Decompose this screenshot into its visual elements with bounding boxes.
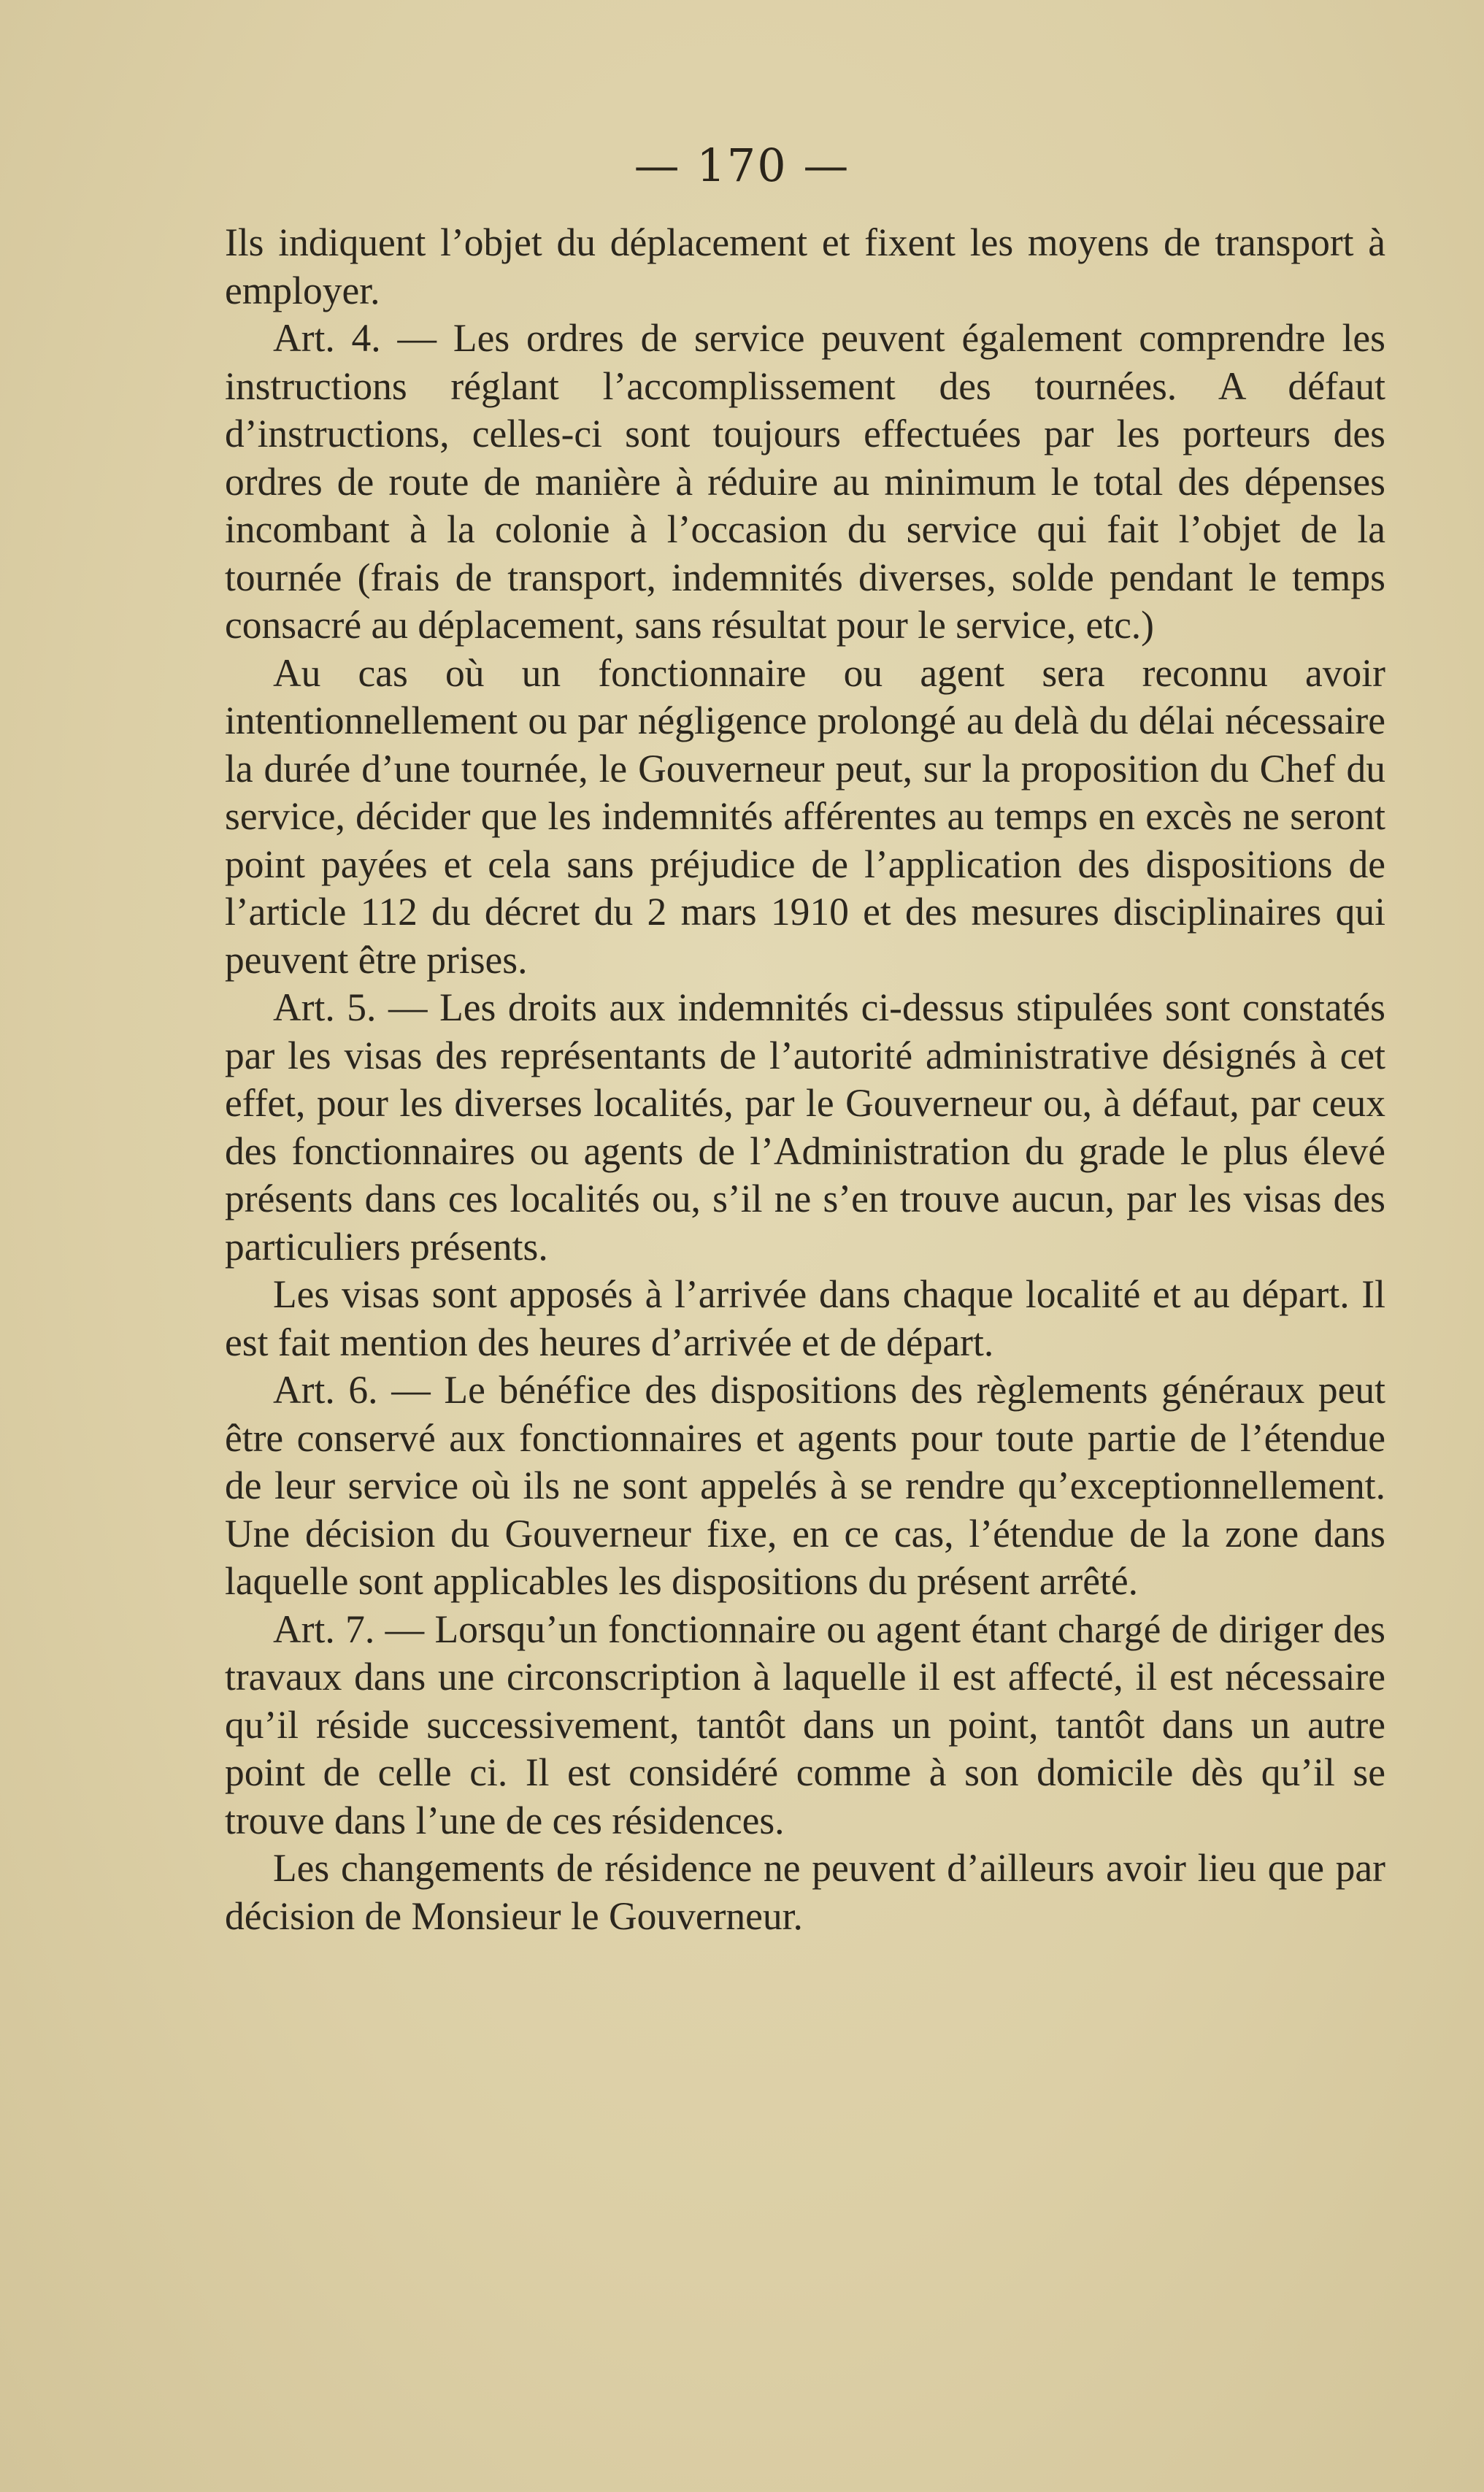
paragraph-article-7: Art. 7. — Lorsqu’un fonctionnaire ou agent étant chargé de diriger des travaux dans une circonscription à laquelle il est affecté, il est nécessaire qu’il réside successivement, tantôt dans un point, tantôt dans un autre point de celle ci. Il est considéré comme à son domicile dès qu’il se trouve dans l’une de ces résidences. [225,1607,1385,1842]
paragraph-article-4-continued: Au cas où un fonctionnaire ou agent sera reconnu avoir intentionnellement ou par négligence prolongé au delà du délai nécessaire la durée d’une tournée, le Gouverneur peut, sur la proposition du Chef du service, décider que les indemnités afférentes au temps en excès ne seront point payées et cela sans préjudice de l’application des dispositions de l’article 112 du décret du 2 mars 1910 et des mesures disciplinaires qui peuvent être prises. [225,650,1385,982]
paragraph-intro: Ils indiquent l’objet du déplacement et fixent les moyens de transport à employer. [225,220,1385,312]
paragraph-article-5: Art. 5. — Les droits aux indemnités ci-dessus stipulées sont constatés par les visas des représentants de l’autorité administrative désignés à cet effet, pour les diverses localités, par le Gouverneur ou, à défaut, par ceux des fonctionnaires ou agents de l’Administration du grade le plus élevé présents dans ces localités ou, s’il ne s’en trouve aucun, par les visas des particuliers présents. [225,985,1385,1269]
paragraph-article-6: Art. 6. — Le bénéfice des dispositions des règlements généraux peut être conservé aux fonctionnaires et agents pour toute partie de l’étendue de leur service où ils ne sont appelés à se rendre qu’exceptionnellement. Une décision du Gouverneur fixe, en ce cas, l’étendue de la zone dans laquelle sont applicables les dispositions du présent arrêté. [225,1368,1385,1603]
paragraph-article-4: Art. 4. — Les ordres de service peuvent également comprendre les instructions réglant l’accomplissement des tournées. A défaut d’instructions, celles-ci sont toujours effectuées par les porteurs des ordres de route de manière à réduire au minimum le total des dépenses incombant à la colonie à l’occasion du service qui fait l’objet de la tournée (frais de transport, indemnités diverses, solde pendant le temps consacré au déplacement, sans résultat pour le service, etc.) [225,316,1385,647]
body-text [225,219,1385,1940]
paragraph-article-7-continued: Les changements de résidence ne peuvent d’ailleurs avoir lieu que par décision de Monsieur le Gouverneur. [225,1846,1385,1938]
paragraph-article-5-continued: Les visas sont apposés à l’arrivée dans chaque localité et au départ. Il est fait mention des heures d’arrivée et de départ. [225,1272,1385,1364]
page-number: — 170 — [634,139,850,192]
